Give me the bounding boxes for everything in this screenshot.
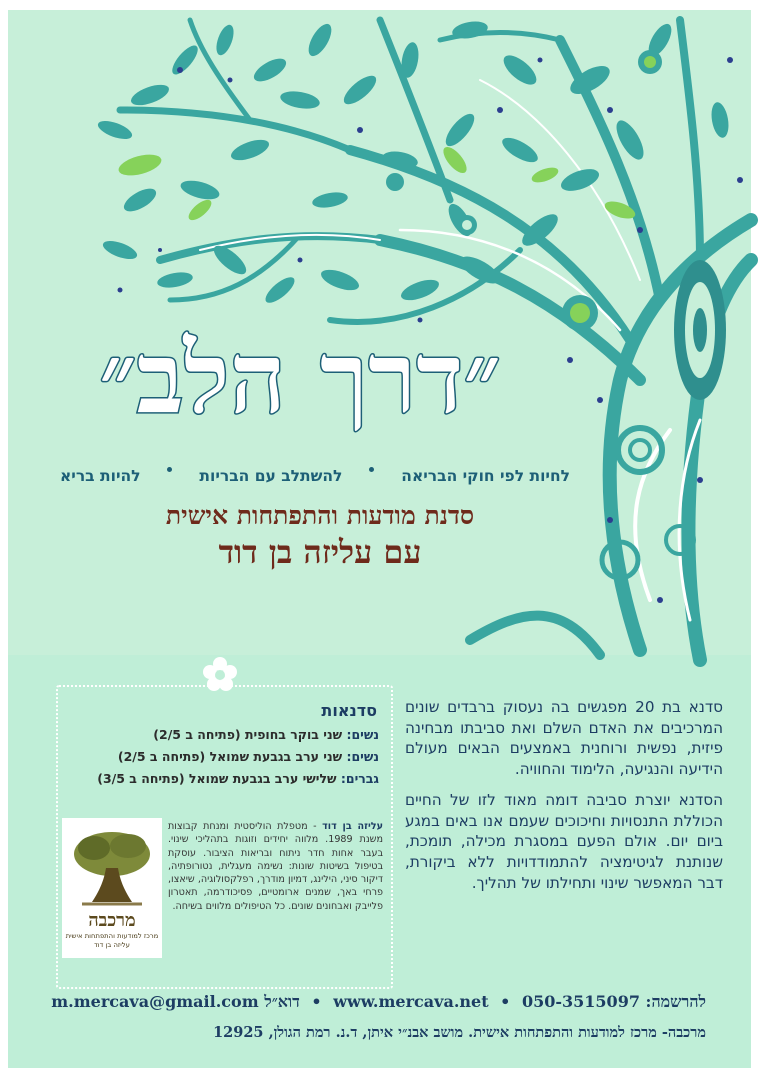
tagline-separator xyxy=(167,467,172,472)
description-paragraph: הסדנא יוצרת סביבה דומה מאוד לזו של החיים הכוללת התנסויות וחיכוכים שעמם אנו באים במגע ביום יום. אולם הפעם במסגרת מכילה, תומכת, שנותנת לגיטימציה להתמודדויות ללא ביקורת, דבר המאפשר שינוי ותחילתו של תהליך. xyxy=(405,790,723,892)
postal-address: מרכבה- מרכז למודעות והתפתחות אישית. מושב אבנ״י איתן, ד.נ. רמת הגולן, 12925 xyxy=(213,1024,706,1041)
tagline-item: להיות בריא xyxy=(60,467,141,485)
schedule-item xyxy=(64,749,379,764)
schedule-audience: נשים: xyxy=(346,727,379,742)
schedule-audience: נשים: xyxy=(346,749,379,764)
workshop-description xyxy=(405,697,723,903)
separator-dot: • xyxy=(500,992,511,1011)
contact-line xyxy=(51,992,706,1014)
facilitator-line: עם עליזה בן דוד xyxy=(218,533,422,571)
phone-number[interactable]: 050-3515097 xyxy=(521,992,640,1011)
mercava-logo xyxy=(62,818,162,958)
email-link[interactable]: m.mercava@gmail.com xyxy=(51,992,259,1011)
schedule-item xyxy=(64,771,379,786)
facilitator-bio xyxy=(168,820,383,913)
registration-label: להרשמה: xyxy=(645,992,706,1011)
workshop-subtitle: סדנת מודעות והתפתחות אישית xyxy=(165,501,475,530)
website-link[interactable]: www.mercava.net xyxy=(333,992,489,1011)
bio-name: עליזה בן דוד xyxy=(322,821,383,832)
tagline-separator xyxy=(369,467,374,472)
schedule-title: סדנאות xyxy=(321,701,377,720)
title-text: ״דרך הלב״ xyxy=(99,321,501,436)
workshop-title xyxy=(50,320,550,440)
schedule-audience: גברים: xyxy=(340,771,379,786)
logo-name: מרכבה xyxy=(88,910,136,931)
schedule-item xyxy=(64,727,379,742)
email-label: דוא״ל xyxy=(264,992,300,1011)
schedule-time: שלישי ערב בגבעת שמואל (פתיחה ב 3/5) xyxy=(97,771,337,786)
logo-subtitle: מרכז למודעות והתפתחות אישית עליזה בן דוד xyxy=(65,932,159,949)
olive-tree-icon xyxy=(62,818,162,910)
schedule-time: שני ערב בגבעת שמואל (פתיחה ב 2/5) xyxy=(117,749,343,764)
tagline-item: להשתלב עם הבריות xyxy=(199,467,343,485)
tagline-row xyxy=(60,467,570,485)
schedule-time: שני בוקר בחופית (פתיחה ב 2/5) xyxy=(153,727,343,742)
bio-text: - מטפלת הוליסטית ומנחת קבוצות משנת 1989. מלווה יחידים וזוגות בתהליכי שינוי. בעבר אחות חדר ניתוח ובריאות הציבור. עוסקת בטיפול בשיטות שונות: נשימה מעגלית, נטורופתיה, דיקור סיני, הילינג, דמיון מודרך, רפלקסולוגיה, שיאצו, פרחי באך, שמנים ארומטיים, פסיכודרמה, תאטרון פלייבק ואבחונים שונים. כל הטיפולים מלווים בשיחה. xyxy=(168,821,383,912)
separator-dot: • xyxy=(311,992,322,1011)
description-paragraph: סדנא בת 20 מפגשים בה נעסוק ברבדים שונים המרכיבים את האדם השלם ואת סביבתו מבחינה פיזית, נפשית ורוחנית באמצעים הבאים מעולם הידיעה והנגיעה, הלימוד והחוויה. xyxy=(405,698,724,779)
schedule-list xyxy=(64,727,379,793)
tagline-item: לחיות לפי חוקי הבריאה xyxy=(401,467,570,485)
